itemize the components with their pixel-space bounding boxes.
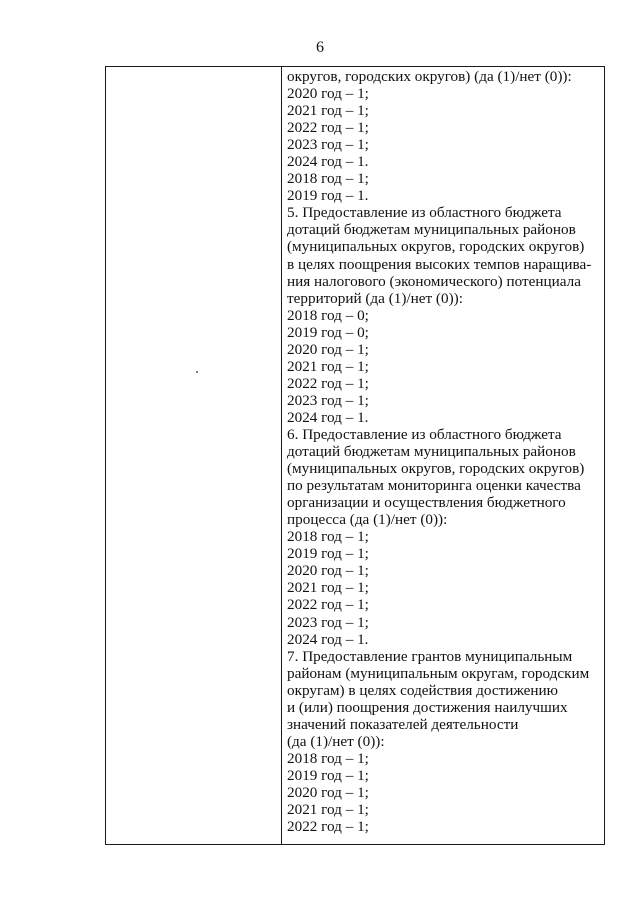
text-line: 2024 год – 1.	[287, 630, 369, 648]
page-number: 6	[316, 39, 324, 56]
table-right-cell	[287, 68, 597, 835]
text-line: 2018 год – 1;	[287, 170, 369, 188]
text-line: 2023 год – 1;	[287, 136, 369, 154]
text-line: 2021 год – 1;	[287, 801, 369, 819]
text-line: 2021 год – 1;	[287, 357, 369, 375]
text-line: 2019 год – 1;	[287, 545, 369, 563]
text-line: (муниципальных округов, городских округов)	[287, 238, 585, 256]
text-line: 2022 год – 1;	[287, 374, 369, 392]
text-line: 2018 год – 1;	[287, 749, 369, 767]
text-line: территорий (да (1)/нет (0)):	[287, 289, 463, 307]
text-line: районам (муниципальным округам, городским	[287, 664, 590, 682]
scan-speck	[196, 371, 198, 373]
text-line: 2021 год – 1;	[287, 102, 369, 120]
column-divider	[281, 67, 282, 844]
text-line: 2018 год – 1;	[287, 528, 369, 546]
text-line: в целях поощрения высоких темпов наращива-	[287, 255, 592, 273]
text-line: организации и осуществления бюджетного	[287, 494, 566, 512]
text-line: округов, городских округов) (да (1)/нет (0)):	[287, 68, 572, 85]
text-line: 2020 год – 1;	[287, 85, 369, 103]
text-line: 2022 год – 1;	[287, 818, 369, 836]
text-line: 2018 год – 0;	[287, 306, 369, 324]
text-line: 2023 год – 1;	[287, 391, 369, 409]
text-line: дотаций бюджетам муниципальных районов	[287, 221, 576, 239]
text-line: 5. Предоставление из областного бюджета	[287, 204, 562, 222]
document-table	[105, 66, 605, 845]
text-line: округам) в целях содействия достижению	[287, 681, 558, 699]
text-line: 7. Предоставление грантов муниципальным	[287, 647, 573, 665]
text-line: ния налогового (экономического) потенциала	[287, 272, 581, 290]
text-line: 2020 год – 1;	[287, 783, 369, 801]
text-line: 2020 год – 1;	[287, 562, 369, 580]
text-line: 2019 год – 1.	[287, 187, 369, 205]
text-line: по результатам мониторинга оценки качества	[287, 477, 581, 495]
text-line: 2021 год – 1;	[287, 579, 369, 597]
text-line: 2024 год – 1.	[287, 153, 369, 171]
text-line: 6. Предоставление из областного бюджета	[287, 425, 562, 443]
text-line: процесса (да (1)/нет (0)):	[287, 511, 448, 529]
text-line: 2022 год – 1;	[287, 119, 369, 137]
text-line: 2022 год – 1;	[287, 596, 369, 614]
text-line: 2019 год – 1;	[287, 766, 369, 784]
text-line: 2019 год – 0;	[287, 323, 369, 341]
text-line: и (или) поощрения достижения наилучших	[287, 698, 568, 716]
text-line: 2024 год – 1.	[287, 408, 369, 426]
text-line: 2020 год – 1;	[287, 340, 369, 358]
text-line: 2023 год – 1;	[287, 613, 369, 631]
text-line: (да (1)/нет (0)):	[287, 732, 385, 750]
text-line: дотаций бюджетам муниципальных районов	[287, 443, 576, 461]
table-left-cell	[106, 67, 281, 844]
text-line: значений показателей деятельности	[287, 715, 519, 733]
text-line: (муниципальных округов, городских округов)	[287, 460, 585, 478]
